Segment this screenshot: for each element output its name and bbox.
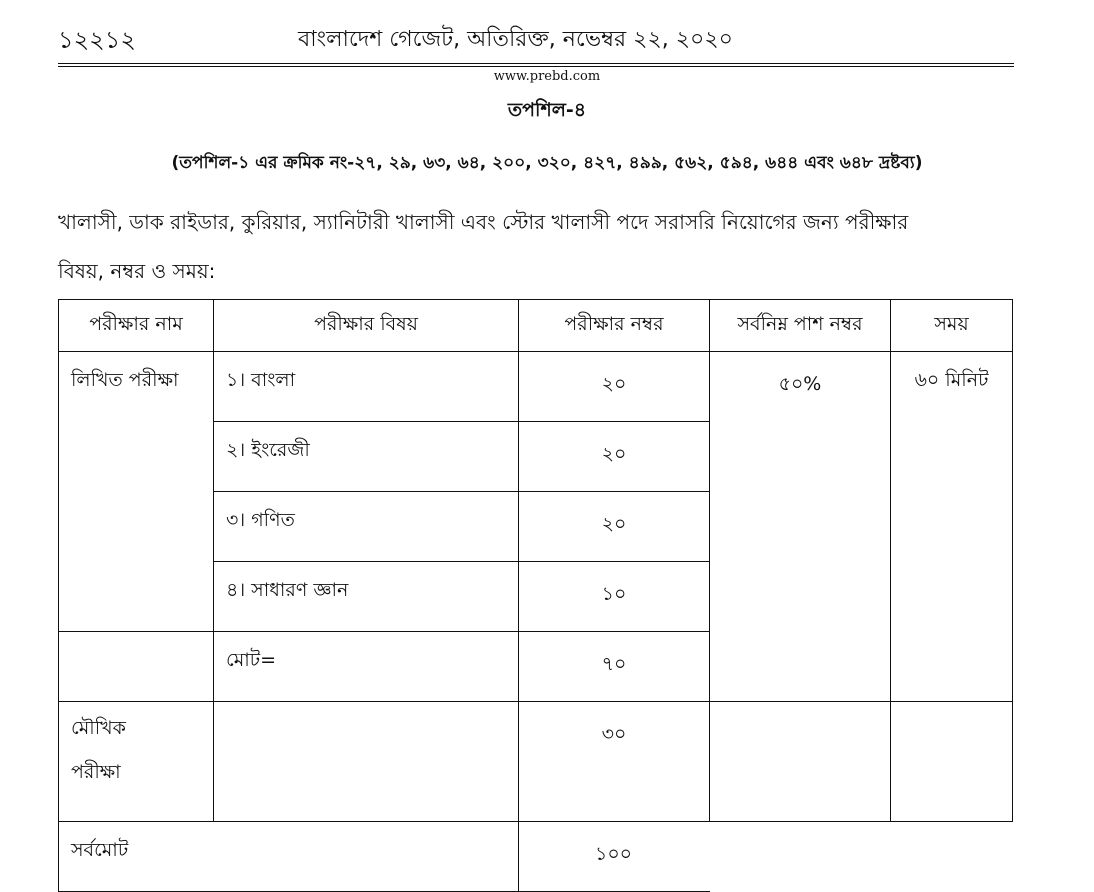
viva-exam-name [59, 702, 214, 822]
time-cell: ৬০ মিনিট [891, 352, 1013, 702]
marks-cell: ২০ [519, 352, 710, 422]
table-header-row [59, 300, 1013, 352]
empty-cell [214, 702, 519, 822]
empty-cell [891, 822, 1013, 892]
written-total-label: মোট= [214, 632, 519, 702]
table-row [59, 702, 1013, 822]
empty-cell [59, 632, 214, 702]
viva-exam-name-line-2: পরীক্ষা [71, 761, 121, 783]
grand-total-marks: ১০০ [519, 822, 710, 892]
intro-paragraph-line-1: খালাসী, ডাক রাইডার, কুরিয়ার, স্যানিটারী খালাসী এবং স্টোর খালাসী পদে সরাসরি নিয়োগের জন্য পরীক্ষার [58, 210, 909, 234]
header-exam-marks: পরীক্ষার নম্বর [519, 300, 710, 352]
subject-cell: ৩। গণিত [214, 492, 519, 562]
schedule-title: তপশিল-৪ [507, 99, 587, 121]
table-row [59, 352, 1013, 422]
written-exam-name: লিখিত পরীক্ষা [59, 352, 214, 632]
intro-paragraph-line-2: বিষয়, নম্বর ও সময়: [58, 259, 216, 283]
schedule-reference: (তপশিল-১ এর ক্রমিক নং-২৭, ২৯, ৬৩, ৬৪, ২০০, ৩২০, ৪২৭, ৪৯৯, ৫৬২, ৫৯৪, ৬৪৪ এবং ৬৪৮ দ্রষ্টব্য) [171, 153, 923, 173]
subject-cell: ১। বাংলা [214, 352, 519, 422]
exam-table [58, 299, 1013, 892]
viva-exam-name-line-1: মৌখিক [71, 717, 126, 739]
header-rule-top [58, 63, 1014, 64]
marks-cell: ২০ [519, 492, 710, 562]
empty-cell [891, 702, 1013, 822]
marks-cell: ১০ [519, 562, 710, 632]
header-min-pass-marks: সর্বনিম্ন পাশ নম্বর [710, 300, 891, 352]
page-number: ১২২১২ [58, 26, 136, 54]
gazette-header-title: বাংলাদেশ গেজেট, অতিরিক্ত, নভেম্বর ২২, ২০২০ [298, 27, 733, 52]
written-total-marks: ৭০ [519, 632, 710, 702]
subject-cell: ২। ইংরেজী [214, 422, 519, 492]
empty-cell [710, 702, 891, 822]
pass-marks-cell: ৫০% [710, 352, 891, 702]
viva-marks: ৩০ [519, 702, 710, 822]
empty-cell [710, 822, 891, 892]
grand-total-label: সর্বমোট [59, 822, 519, 892]
watermark-url: www.prebd.com [493, 69, 601, 84]
header-exam-name: পরীক্ষার নাম [59, 300, 214, 352]
header-exam-subject: পরীক্ষার বিষয় [214, 300, 519, 352]
subject-cell: ৪। সাধারণ জ্ঞান [214, 562, 519, 632]
marks-cell: ২০ [519, 422, 710, 492]
table-row [59, 822, 1013, 892]
header-rule-bottom [58, 66, 1014, 67]
header-time: সময় [891, 300, 1013, 352]
